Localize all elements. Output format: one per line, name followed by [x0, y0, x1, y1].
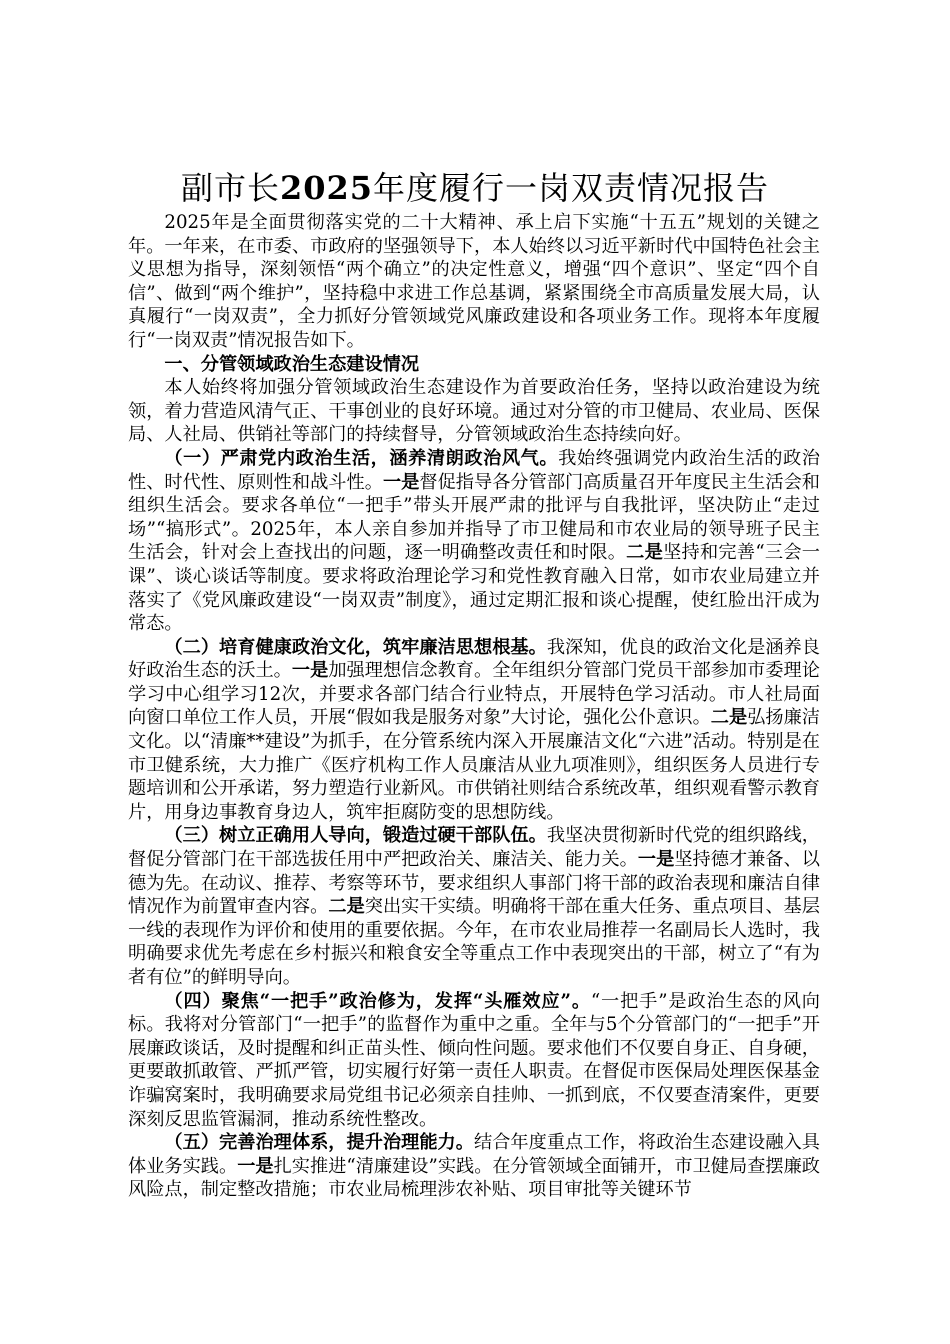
section-1-intro: 本人始终将加强分管领域政治生态建设作为首要政治任务，坚持以政治建设为统领，着力营造风清气正、干事创业的良好环境。通过对分管的市卫健局、农业局、医保局、人社局、供销社等部门的持续督导，分管领域政治生态持续向好。	[128, 377, 820, 446]
keyword-second: 二是	[626, 542, 664, 564]
subsection-5-point-1: 扎实推进“清廉建设”实践。在分管领域全面铺开，市卫健局查摆廉政风险点，制定整改措施；市农业局梳理涉农补贴、项目审批等关键环节	[128, 1155, 820, 1201]
subsection-3-text: 我坚决贯彻新时代党的组织路线，督促分管部门在干部选拔任用中严把政治关、廉洁关、能力关。	[128, 825, 820, 871]
page-title	[0, 166, 950, 210]
subsection-3-point-1: 坚持德才兼备、以德为先。在动议、推荐、考察等环节，要求组织人事部门将干部的政治表现和廉洁自律情况作为前置审查内容。	[128, 849, 820, 918]
intro-paragraph: 2025年是全面贯彻落实党的二十大精神、承上启下实施“十五五”规划的关键之年。一年来，在市委、市政府的坚强领导下，本人始终以习近平新时代中国特色社会主义思想为指导，深刻领悟“两个确立”的决定性意义，增强“四个意识”、坚定“四个自信”、做到“两个维护”，坚持稳中求进工作总基调，紧紧围绕全市高质量发展大局，认真履行“一岗双责”，全力抓好分管领域党风廉政建设和各项业务工作。现将本年度履行“一岗双责”情况报告如下。	[128, 212, 820, 351]
subsection-3-point-2: 突出实干实绩。明确将干部在重大任务、重点项目、基层一线的表现作为评价和使用的重要依据。今年，在市农业局推荐一名副局长人选时，我明确要求优先考虑在乡村振兴和粮食安全等重点工作中表现突出的干部，树立了“有为者有位”的鲜明导向。	[128, 896, 820, 988]
keyword-first: 一是	[291, 660, 329, 682]
subsection-1	[128, 447, 820, 636]
subsection-4-heading: （四）聚焦“一把手”政治修为，发挥“头雁效应”。	[164, 990, 591, 1012]
subsection-5	[128, 1131, 820, 1202]
subsection-1-point-2: 坚持和完善“三会一课”、谈心谈话等制度。要求将政治理论学习和党性教育融入日常，如市农业局建立并落实了《党风廉政建设“一岗双责”制度》，通过定期汇报和谈心提醒，使红脸出汗成为常态。	[128, 542, 820, 635]
document-body	[128, 211, 820, 1202]
subsection-5-heading: （五）完善治理体系，提升治理能力。	[164, 1132, 474, 1154]
keyword-first: 一是	[237, 1155, 274, 1177]
subsection-4	[128, 990, 820, 1132]
subsection-1-heading: （一）严肃党内政治生活，涵养清朗政治风气。	[164, 447, 559, 469]
title-prefix: 副市长	[180, 169, 280, 207]
title-suffix: 年度履行一岗双责情况报告	[373, 169, 770, 207]
keyword-first: 一是	[637, 849, 675, 871]
subsection-4-text: “一把手”是政治生态的风向标。我将对分管部门“一把手”的监督作为重中之重。全年与5个分管部门的“一把手”开展廉政谈话，及时提醒和纠正苗头性、倾向性问题。要求他们不仅要自身正、自身硬，更要敢抓敢管、严抓严管，切实履行好第一责任人职责。在督促市医保局处理医保基金诈骗窝案时，我明确要求局党组书记必须亲自挂帅、一抓到底，不仅要查清案件，更要深刻反思监管漏洞，推动系统性整改。	[128, 990, 820, 1130]
section-heading-1: 一、分管领域政治生态建设情况	[164, 353, 420, 375]
subsection-2-heading: （二）培育健康政治文化，筑牢廉洁思想根基。	[164, 636, 547, 658]
keyword-second: 二是	[328, 896, 365, 918]
subsection-3	[128, 824, 820, 989]
subsection-1-point-1: 督促指导各分管部门高质量召开年度民主生活会和组织生活会。要求各单位“一把手”带头开展严肃的批评与自我批评，坚决防止“走过场”“搞形式”。2025年，本人亲自参加并指导了市卫健局和市农业局的领导班子民主生活会，针对会上查找出的问题，逐一明确整改责任和时限。	[128, 471, 820, 564]
subsection-2-point-1: 加强理想信念教育。全年组织分管部门党员干部参加市委理论学习中心组学习12次，并要求各部门结合行业特点，开展特色学习活动。市人社局面向窗口单位工作人员，开展“假如我是服务对象”大讨论，强化公仆意识。	[128, 660, 820, 729]
keyword-second: 二是	[710, 707, 748, 729]
subsection-2	[128, 636, 820, 825]
title-year: 2025	[279, 169, 374, 207]
subsection-5-text: 结合年度重点工作，将政治生态建设融入具体业务实践。	[128, 1132, 820, 1177]
subsection-3-heading: （三）树立正确用人导向，锻造过硬干部队伍。	[164, 825, 547, 847]
subsection-1-text: 我始终强调党内政治生活的政治性、时代性、原则性和战斗性。	[128, 447, 820, 493]
subsection-2-point-2: 弘扬廉洁文化。以“清廉**建设”为抓手，在分管系统内深入开展廉洁文化“六进”活动。特别是在市卫健系统，大力推广《医疗机构工作人员廉洁从业九项准则》，组织医务人员进行专题培训和公开承诺，努力塑造行业新风。市供销社则结合系统改革，组织观看警示教育片，用身边事教育身边人，筑牢拒腐防变的思想防线。	[128, 707, 820, 823]
keyword-first: 一是	[382, 471, 420, 493]
subsection-2-text: 我深知，优良的政治文化是涵养良好政治生态的沃土。	[128, 636, 820, 682]
